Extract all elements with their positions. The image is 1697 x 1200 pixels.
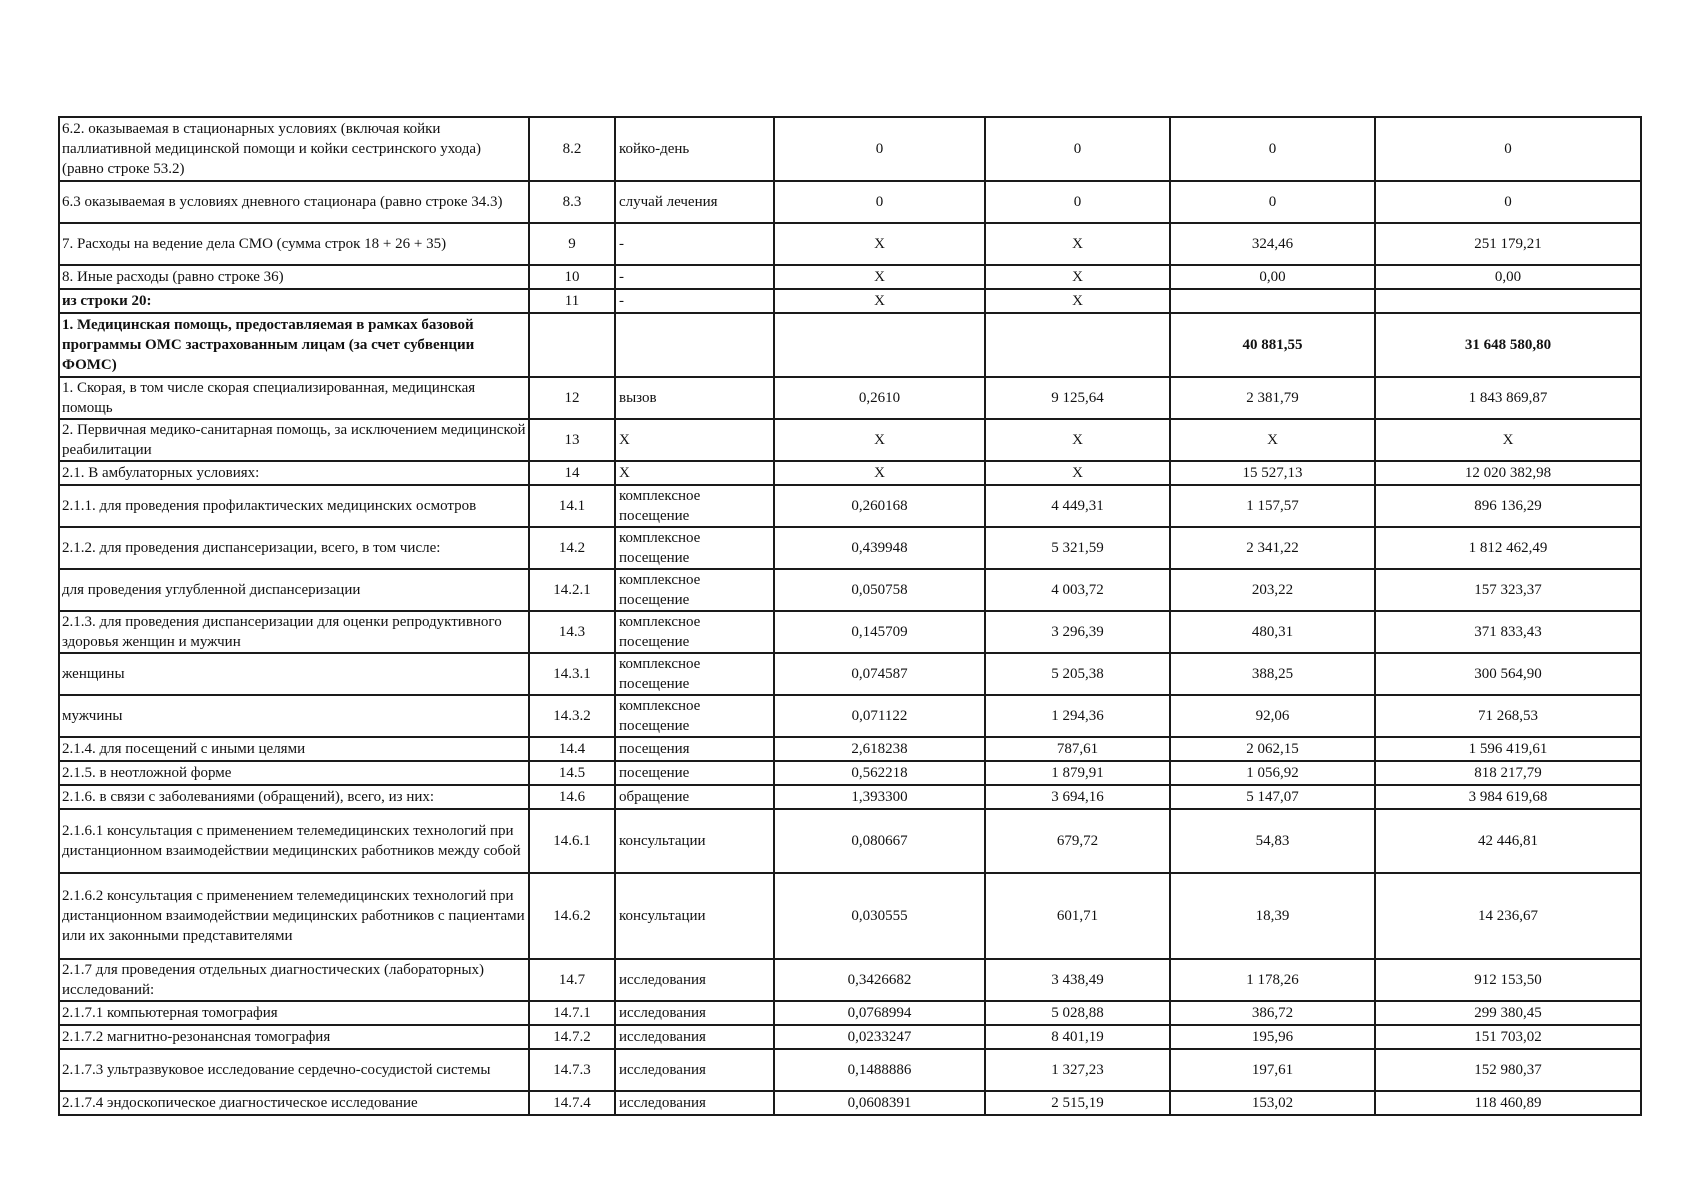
row-label: 2.1.6.2 консультация с применением телемедицинских технологий при дистанционном взаимодействии медицинских работников с пациентами или их законными представителями: [59, 873, 529, 959]
row-label: 2.1.4. для посещений с иными целями: [59, 737, 529, 761]
data-table: [58, 116, 1642, 1116]
table-row: [59, 737, 1641, 761]
value-1: 1,393300: [774, 785, 985, 809]
value-4: 371 833,43: [1375, 611, 1641, 653]
row-label: мужчины: [59, 695, 529, 737]
value-2: 601,71: [985, 873, 1170, 959]
value-4: 1 843 869,87: [1375, 377, 1641, 419]
table-row: [59, 569, 1641, 611]
value-4: 0: [1375, 181, 1641, 223]
value-3: 15 527,13: [1170, 461, 1375, 485]
row-unit: консультации: [615, 873, 774, 959]
value-1: 0,145709: [774, 611, 985, 653]
value-2: X: [985, 461, 1170, 485]
value-4: 42 446,81: [1375, 809, 1641, 873]
row-unit: X: [615, 419, 774, 461]
row-label: 2.1. В амбулаторных условиях:: [59, 461, 529, 485]
value-1: 0,439948: [774, 527, 985, 569]
row-unit: [615, 313, 774, 377]
row-number: 14.1: [529, 485, 615, 527]
row-unit: исследования: [615, 959, 774, 1001]
value-2: 9 125,64: [985, 377, 1170, 419]
row-number: 14.6.1: [529, 809, 615, 873]
value-1: X: [774, 289, 985, 313]
table-row: [59, 223, 1641, 265]
table-row: [59, 1091, 1641, 1115]
row-number: 14.7.3: [529, 1049, 615, 1091]
row-unit: комплексное посещение: [615, 695, 774, 737]
value-2: [985, 313, 1170, 377]
value-1: 0,3426682: [774, 959, 985, 1001]
row-unit: исследования: [615, 1091, 774, 1115]
table-row: [59, 653, 1641, 695]
value-2: X: [985, 419, 1170, 461]
row-label: 6.3 оказываемая в условиях дневного стационара (равно строке 34.3): [59, 181, 529, 223]
value-4: 3 984 619,68: [1375, 785, 1641, 809]
row-number: 14.3.2: [529, 695, 615, 737]
table-row: [59, 181, 1641, 223]
row-number: 14.4: [529, 737, 615, 761]
value-3: 1 056,92: [1170, 761, 1375, 785]
row-unit: комплексное посещение: [615, 653, 774, 695]
row-label: 6.2. оказываемая в стационарных условиях (включая койки паллиативной медицинской помощи и койки сестринского ухода) (равно строке 53.2): [59, 117, 529, 181]
value-3: 197,61: [1170, 1049, 1375, 1091]
value-3: 92,06: [1170, 695, 1375, 737]
row-number: 14.7.4: [529, 1091, 615, 1115]
table-row: [59, 809, 1641, 873]
row-number: 14.7.1: [529, 1001, 615, 1025]
value-1: 0,260168: [774, 485, 985, 527]
row-unit: комплексное посещение: [615, 611, 774, 653]
value-2: X: [985, 223, 1170, 265]
row-unit: посещения: [615, 737, 774, 761]
row-unit: -: [615, 289, 774, 313]
value-3: 480,31: [1170, 611, 1375, 653]
table-row: [59, 313, 1641, 377]
value-3: 0,00: [1170, 265, 1375, 289]
value-2: 1 327,23: [985, 1049, 1170, 1091]
document-page: [58, 116, 1640, 1116]
row-number: 13: [529, 419, 615, 461]
row-label: 2.1.1. для проведения профилактических медицинских осмотров: [59, 485, 529, 527]
value-1: 0,080667: [774, 809, 985, 873]
value-1: 2,618238: [774, 737, 985, 761]
value-2: 0: [985, 117, 1170, 181]
row-number: 12: [529, 377, 615, 419]
value-3: 2 381,79: [1170, 377, 1375, 419]
row-number: 14.6: [529, 785, 615, 809]
value-2: 3 694,16: [985, 785, 1170, 809]
table-row: [59, 419, 1641, 461]
value-4: [1375, 289, 1641, 313]
row-number: 14.5: [529, 761, 615, 785]
value-2: 0: [985, 181, 1170, 223]
row-number: 8.3: [529, 181, 615, 223]
value-3: 153,02: [1170, 1091, 1375, 1115]
value-1: X: [774, 461, 985, 485]
value-3: 5 147,07: [1170, 785, 1375, 809]
row-unit: комплексное посещение: [615, 527, 774, 569]
value-2: 5 028,88: [985, 1001, 1170, 1025]
value-3: 324,46: [1170, 223, 1375, 265]
row-unit: -: [615, 265, 774, 289]
value-3: 386,72: [1170, 1001, 1375, 1025]
value-2: 3 296,39: [985, 611, 1170, 653]
row-label: 2.1.5. в неотложной форме: [59, 761, 529, 785]
value-3: 1 178,26: [1170, 959, 1375, 1001]
value-2: 1 879,91: [985, 761, 1170, 785]
table-row: [59, 265, 1641, 289]
value-4: 14 236,67: [1375, 873, 1641, 959]
row-label: из строки 20:: [59, 289, 529, 313]
value-1: X: [774, 223, 985, 265]
value-1: 0,1488886: [774, 1049, 985, 1091]
value-1: 0,0233247: [774, 1025, 985, 1049]
row-unit: комплексное посещение: [615, 569, 774, 611]
row-number: 14.3: [529, 611, 615, 653]
value-4: 299 380,45: [1375, 1001, 1641, 1025]
value-2: 1 294,36: [985, 695, 1170, 737]
value-3: 0: [1170, 117, 1375, 181]
value-1: 0,050758: [774, 569, 985, 611]
value-4: 152 980,37: [1375, 1049, 1641, 1091]
row-unit: койко-день: [615, 117, 774, 181]
row-number: 14.2.1: [529, 569, 615, 611]
row-unit: обращение: [615, 785, 774, 809]
value-3: 388,25: [1170, 653, 1375, 695]
table-row: [59, 785, 1641, 809]
value-4: 0: [1375, 117, 1641, 181]
row-label: 2. Первичная медико-санитарная помощь, за исключением медицинской реабилитации: [59, 419, 529, 461]
table-row: [59, 1049, 1641, 1091]
value-4: 71 268,53: [1375, 695, 1641, 737]
row-label: 1. Скорая, в том числе скорая специализированная, медицинская помощь: [59, 377, 529, 419]
value-3: 0: [1170, 181, 1375, 223]
table-row: [59, 289, 1641, 313]
value-3: 1 157,57: [1170, 485, 1375, 527]
row-number: [529, 313, 615, 377]
value-2: 679,72: [985, 809, 1170, 873]
row-label: 7. Расходы на ведение дела СМО (сумма строк 18 + 26 + 35): [59, 223, 529, 265]
value-3: 2 062,15: [1170, 737, 1375, 761]
value-1: 0,030555: [774, 873, 985, 959]
value-3: 54,83: [1170, 809, 1375, 873]
value-1: 0: [774, 181, 985, 223]
value-4: 151 703,02: [1375, 1025, 1641, 1049]
value-4: 300 564,90: [1375, 653, 1641, 695]
row-number: 14.3.1: [529, 653, 615, 695]
row-label: 2.1.7.4 эндоскопическое диагностическое исследование: [59, 1091, 529, 1115]
value-1: 0,074587: [774, 653, 985, 695]
value-1: X: [774, 419, 985, 461]
value-3: 18,39: [1170, 873, 1375, 959]
value-4: 12 020 382,98: [1375, 461, 1641, 485]
table-row: [59, 761, 1641, 785]
table-row: [59, 873, 1641, 959]
row-unit: -: [615, 223, 774, 265]
value-2: 5 321,59: [985, 527, 1170, 569]
row-label: 8. Иные расходы (равно строке 36): [59, 265, 529, 289]
row-number: 14.6.2: [529, 873, 615, 959]
row-unit: исследования: [615, 1025, 774, 1049]
table-row: [59, 377, 1641, 419]
row-unit: исследования: [615, 1049, 774, 1091]
value-4: 0,00: [1375, 265, 1641, 289]
row-number: 9: [529, 223, 615, 265]
row-unit: комплексное посещение: [615, 485, 774, 527]
value-1: 0,562218: [774, 761, 985, 785]
row-unit: консультации: [615, 809, 774, 873]
value-1: 0,0768994: [774, 1001, 985, 1025]
row-label: 2.1.2. для проведения диспансеризации, всего, в том числе:: [59, 527, 529, 569]
table-row: [59, 695, 1641, 737]
value-2: 8 401,19: [985, 1025, 1170, 1049]
row-unit: вызов: [615, 377, 774, 419]
row-unit: X: [615, 461, 774, 485]
row-number: 14.2: [529, 527, 615, 569]
row-number: 14.7.2: [529, 1025, 615, 1049]
value-4: 31 648 580,80: [1375, 313, 1641, 377]
row-label: 2.1.6. в связи с заболеваниями (обращений), всего, из них:: [59, 785, 529, 809]
value-2: 2 515,19: [985, 1091, 1170, 1115]
value-1: [774, 313, 985, 377]
value-4: X: [1375, 419, 1641, 461]
value-2: 5 205,38: [985, 653, 1170, 695]
table-row: [59, 1025, 1641, 1049]
row-unit: случай лечения: [615, 181, 774, 223]
row-number: 8.2: [529, 117, 615, 181]
value-2: X: [985, 265, 1170, 289]
table-row: [59, 485, 1641, 527]
value-1: 0: [774, 117, 985, 181]
value-4: 896 136,29: [1375, 485, 1641, 527]
row-unit: посещение: [615, 761, 774, 785]
value-1: 0,0608391: [774, 1091, 985, 1115]
value-4: 912 153,50: [1375, 959, 1641, 1001]
value-4: 818 217,79: [1375, 761, 1641, 785]
row-number: 11: [529, 289, 615, 313]
value-1: 0,2610: [774, 377, 985, 419]
value-3: 2 341,22: [1170, 527, 1375, 569]
table-row: [59, 117, 1641, 181]
value-1: 0,071122: [774, 695, 985, 737]
table-row: [59, 959, 1641, 1001]
value-2: X: [985, 289, 1170, 313]
value-2: 4 003,72: [985, 569, 1170, 611]
table-row: [59, 611, 1641, 653]
value-3: [1170, 289, 1375, 313]
table-row: [59, 1001, 1641, 1025]
value-4: 118 460,89: [1375, 1091, 1641, 1115]
value-2: 3 438,49: [985, 959, 1170, 1001]
value-4: 1 596 419,61: [1375, 737, 1641, 761]
row-label: женщины: [59, 653, 529, 695]
value-3: X: [1170, 419, 1375, 461]
row-label: 2.1.3. для проведения диспансеризации для оценки репродуктивного здоровья женщин и мужчин: [59, 611, 529, 653]
row-label: 1. Медицинская помощь, предоставляемая в рамках базовой программы ОМС застрахованным лицам (за счет субвенции ФОМС): [59, 313, 529, 377]
row-unit: исследования: [615, 1001, 774, 1025]
row-number: 14: [529, 461, 615, 485]
row-label: 2.1.6.1 консультация с применением телемедицинских технологий при дистанционном взаимодействии медицинских работников между собой: [59, 809, 529, 873]
value-2: 787,61: [985, 737, 1170, 761]
value-1: X: [774, 265, 985, 289]
value-2: 4 449,31: [985, 485, 1170, 527]
value-3: 203,22: [1170, 569, 1375, 611]
value-3: 195,96: [1170, 1025, 1375, 1049]
row-label: 2.1.7.2 магнитно-резонансная томография: [59, 1025, 529, 1049]
row-label: 2.1.7.1 компьютерная томография: [59, 1001, 529, 1025]
value-4: 157 323,37: [1375, 569, 1641, 611]
row-label: 2.1.7.3 ультразвуковое исследование сердечно-сосудистой системы: [59, 1049, 529, 1091]
row-number: 14.7: [529, 959, 615, 1001]
value-4: 251 179,21: [1375, 223, 1641, 265]
row-label: 2.1.7 для проведения отдельных диагностических (лабораторных) исследований:: [59, 959, 529, 1001]
row-label: для проведения углубленной диспансеризации: [59, 569, 529, 611]
row-number: 10: [529, 265, 615, 289]
table-row: [59, 461, 1641, 485]
value-4: 1 812 462,49: [1375, 527, 1641, 569]
table-row: [59, 527, 1641, 569]
value-3: 40 881,55: [1170, 313, 1375, 377]
